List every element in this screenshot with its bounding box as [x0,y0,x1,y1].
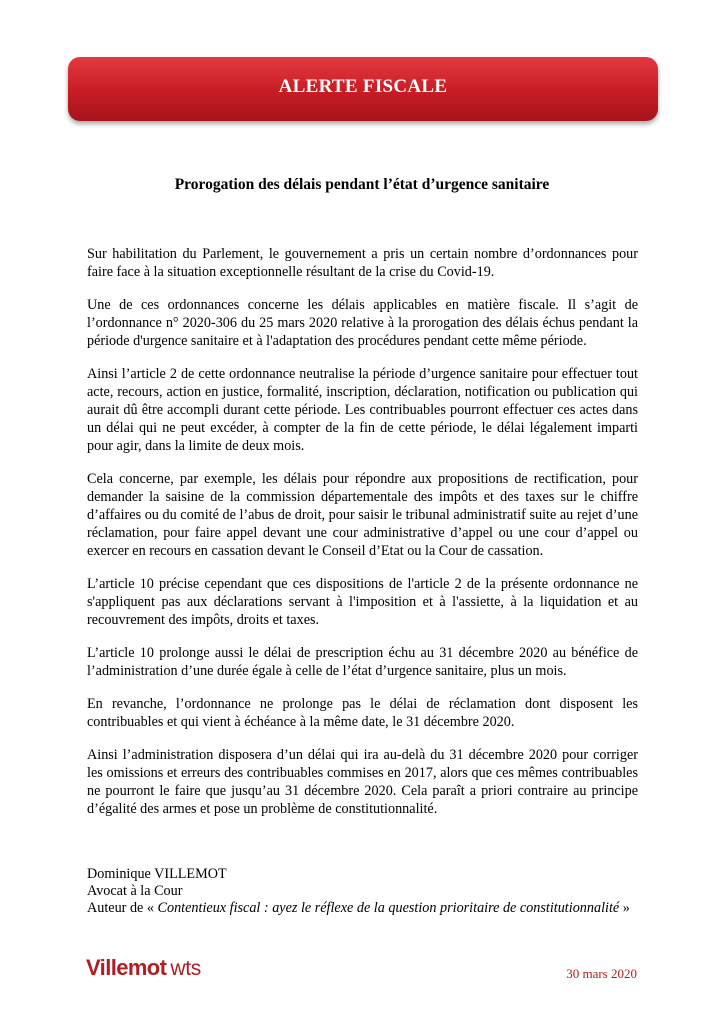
book-title: Contentieux fiscal : ayez le réflexe de la question prioritaire de constitutionnalité [157,900,620,916]
banner-title: ALERTE FISCALE [278,76,448,97]
book-prefix: Auteur de « [87,900,158,916]
paragraph: Sur habilitation du Parlement, le gouvernement a pris un certain nombre d’ordonnances pour faire face à la situation exceptionnelle résultant de la crise du Covid-19. [87,246,638,280]
paragraph: L’article 10 précise cependant que ces dispositions de l'article 2 de la présente ordonnance ne s'appliquent pas aux déclarations servant à l'imposition et à l'assiette, à la liquidation et au recouvrement des impôts, droits et taxes. [87,576,638,628]
paragraph: En revanche, l’ordonnance ne prolonge pas le délai de réclamation dont disposent les contribuables et qui vient à échéance à la même date, le 31 décembre 2020. [87,696,638,730]
author-role: Avocat à la Cour [87,883,183,899]
document-body [87,245,638,833]
logo-suffix-text: wts [170,957,201,980]
document-title: Prorogation des délais pendant l’état d’urgence sanitaire [174,176,550,193]
document-date: 30 mars 2020 [566,966,637,981]
author-name: Dominique VILLEMOT [87,866,227,882]
paragraph: Cela concerne, par exemple, les délais pour répondre aux propositions de rectification, pour demander la saisine de la commission départementale des impôts et des taxes sur le chiffre d’affaires ou du comité de l’abus de droit, pour saisir le tribunal administratif suite au rejet d’une réclamation, pour faire appel devant une cour administrative d’appel ou une cour d’appel ou exercer en recours en cassation devant le Conseil d’Etat ou la Cour de cassation. [87,471,638,559]
signature-block [87,866,687,917]
logo-main-text: Villemot [86,955,167,980]
book-suffix: » [619,900,630,916]
paragraph: L’article 10 prolonge aussi le délai de prescription échu au 31 décembre 2020 au bénéfice de l’administration d’une durée égale à celle de l’état d’urgence sanitaire, plus un mois. [87,645,638,679]
paragraph: Ainsi l’administration disposera d’un délai qui ira au-delà du 31 décembre 2020 pour corriger les omissions et erreurs des contribuables commises en 2017, alors que ces mêmes contribuables ne pourront le faire que jusqu’au 31 décembre 2020. Cela paraît a priori contraire au principe d’égalité des armes et pose un problème de constitutionnalité. [87,747,638,817]
firm-logo [86,955,201,981]
paragraph: Ainsi l’article 2 de cette ordonnance neutralise la période d’urgence sanitaire pour effectuer tout acte, recours, action en justice, formalité, inscription, déclaration, notification ou publication qui aurait dû être accompli durant cette période. Les contribuables pourront effectuer ces actes dans un délai qui ne peut excéder, à compter de la fin de cette période, le délai légalement imparti pour agir, dans la limite de deux mois. [87,366,638,454]
author-book-line [87,900,687,917]
alert-banner [68,57,658,121]
paragraph: Une de ces ordonnances concerne les délais applicables en matière fiscale. Il s’agit de l’ordonnance n° 2020-306 du 25 mars 2020 relative à la prorogation des délais échus pendant la période d'urgence sanitaire et à l'adaptation des procédures pendant cette même période. [87,297,638,349]
